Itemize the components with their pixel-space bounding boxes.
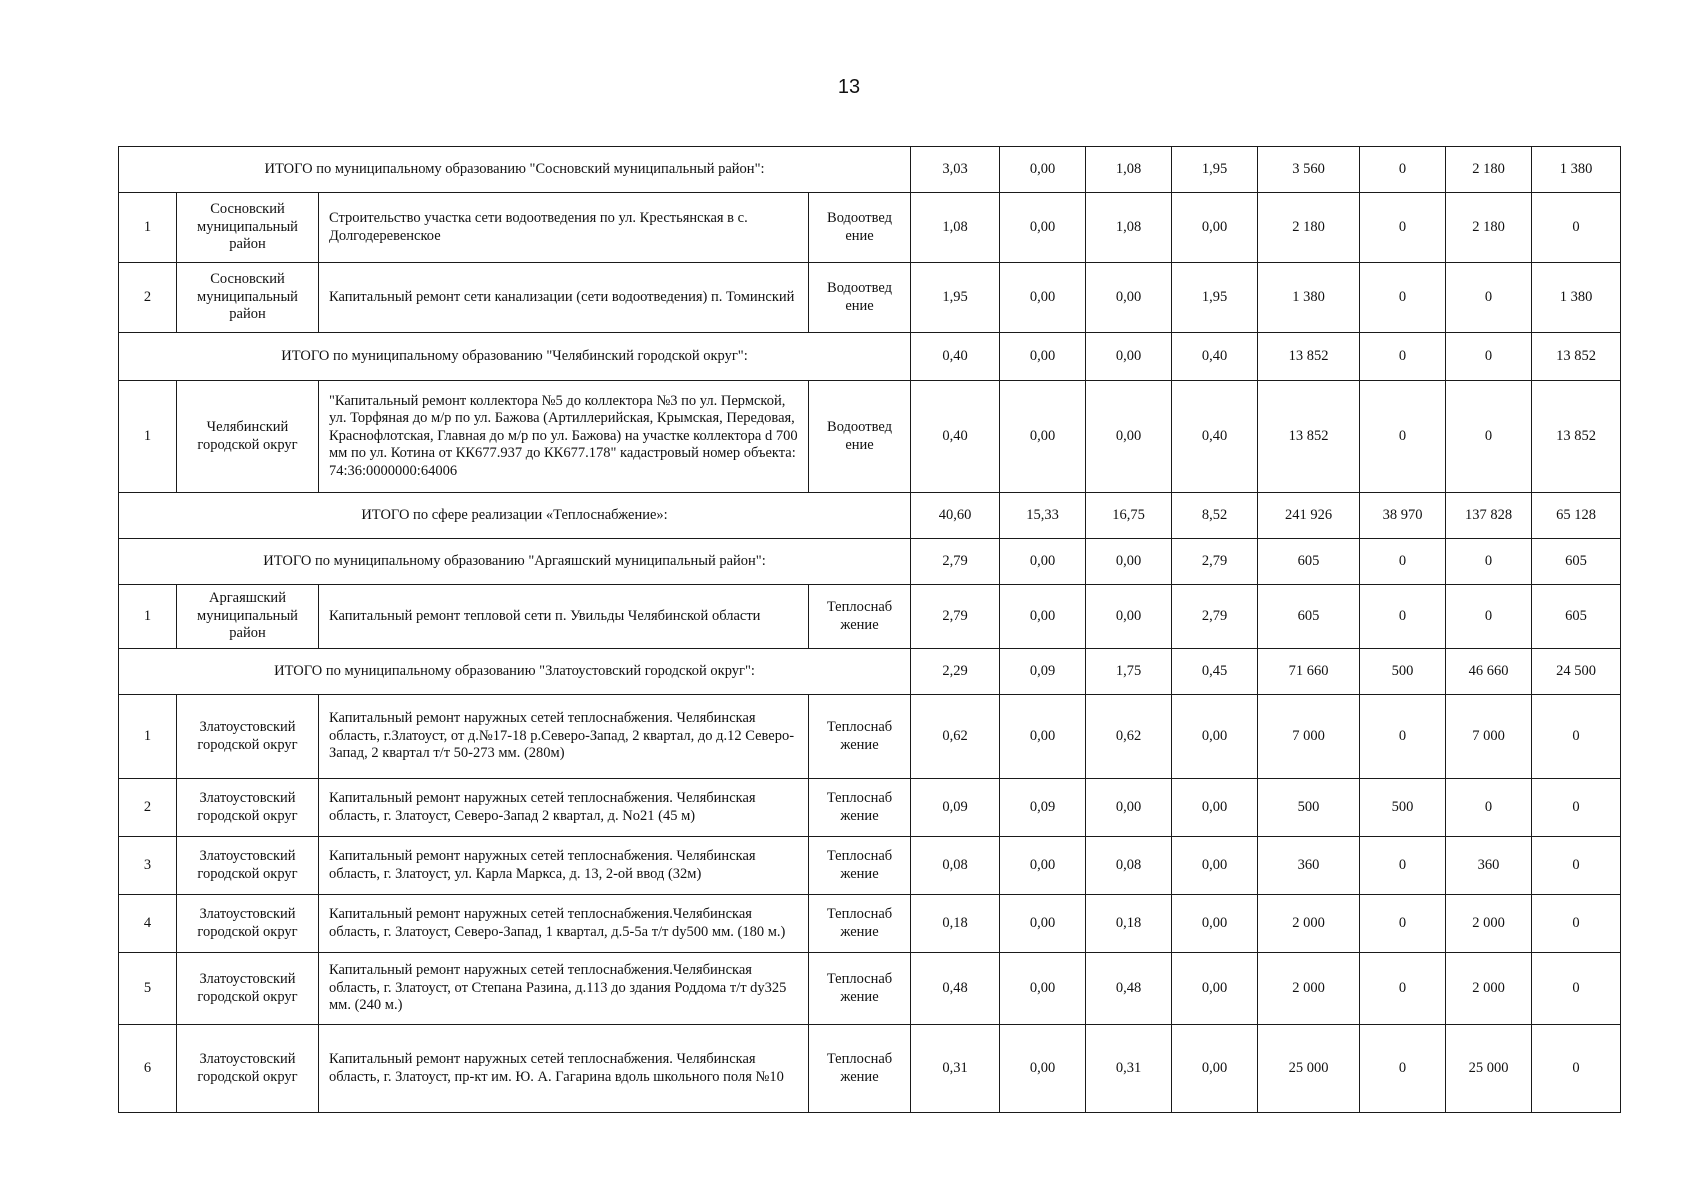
total-label: ИТОГО по сфере реализации «Теплоснабжение»: xyxy=(119,493,911,539)
municipality-cell: Златоустовский городской округ xyxy=(177,695,319,779)
cost-2024-cell: 0 xyxy=(1360,837,1446,895)
cost-total-cell: 71 660 xyxy=(1258,649,1360,695)
sphere-cell: Теплоснаб жение xyxy=(809,895,911,953)
length-2026-cell: 0,00 xyxy=(1172,895,1258,953)
length-2024-cell: 0,09 xyxy=(1000,649,1086,695)
row-number: 6 xyxy=(119,1025,177,1113)
row-number: 1 xyxy=(119,585,177,649)
cost-total-cell: 13 852 xyxy=(1258,333,1360,381)
length-2026-cell: 0,45 xyxy=(1172,649,1258,695)
length-2024-cell: 0,00 xyxy=(1000,381,1086,493)
cost-2024-cell: 0 xyxy=(1360,695,1446,779)
cost-total-cell: 605 xyxy=(1258,585,1360,649)
cost-2026-cell: 0 xyxy=(1532,895,1621,953)
cost-2026-cell: 0 xyxy=(1532,953,1621,1025)
description-cell: Капитальный ремонт тепловой сети п. Увильды Челябинской области xyxy=(319,585,809,649)
length-2025-cell: 0,00 xyxy=(1086,779,1172,837)
cost-2025-cell: 137 828 xyxy=(1446,493,1532,539)
cost-2024-cell: 0 xyxy=(1360,539,1446,585)
municipality-cell: Челябинский городской округ xyxy=(177,381,319,493)
length-total-cell: 0,40 xyxy=(911,381,1000,493)
length-2025-cell: 1,08 xyxy=(1086,193,1172,263)
length-2025-cell: 1,75 xyxy=(1086,649,1172,695)
length-2026-cell: 0,00 xyxy=(1172,837,1258,895)
total-row xyxy=(119,649,1621,695)
length-2026-cell: 0,00 xyxy=(1172,1025,1258,1113)
total-row xyxy=(119,493,1621,539)
cost-total-cell: 605 xyxy=(1258,539,1360,585)
cost-total-cell: 13 852 xyxy=(1258,381,1360,493)
sphere-cell: Теплоснаб жение xyxy=(809,837,911,895)
length-2025-cell: 0,00 xyxy=(1086,381,1172,493)
cost-2025-cell: 0 xyxy=(1446,585,1532,649)
description-cell: Капитальный ремонт наружных сетей теплоснабжения.Челябинская область, г. Златоуст, Северо-Запад, 1 квартал, д.5-5а т/т dy500 мм. (180 м.) xyxy=(319,895,809,953)
sphere-cell: Теплоснаб жение xyxy=(809,695,911,779)
cost-2024-cell: 500 xyxy=(1360,649,1446,695)
length-2024-cell: 0,00 xyxy=(1000,263,1086,333)
table-row xyxy=(119,779,1621,837)
cost-2025-cell: 25 000 xyxy=(1446,1025,1532,1113)
cost-2025-cell: 2 180 xyxy=(1446,147,1532,193)
cost-2024-cell: 0 xyxy=(1360,193,1446,263)
table-row xyxy=(119,837,1621,895)
length-2024-cell: 0,00 xyxy=(1000,539,1086,585)
municipality-cell: Златоустовский городской округ xyxy=(177,953,319,1025)
row-number: 2 xyxy=(119,779,177,837)
cost-2026-cell: 1 380 xyxy=(1532,263,1621,333)
length-total-cell: 0,48 xyxy=(911,953,1000,1025)
cost-total-cell: 2 180 xyxy=(1258,193,1360,263)
cost-total-cell: 360 xyxy=(1258,837,1360,895)
cost-2024-cell: 0 xyxy=(1360,381,1446,493)
length-total-cell: 1,08 xyxy=(911,193,1000,263)
length-total-cell: 0,09 xyxy=(911,779,1000,837)
length-2024-cell: 0,00 xyxy=(1000,333,1086,381)
length-total-cell: 2,79 xyxy=(911,585,1000,649)
length-total-cell: 0,31 xyxy=(911,1025,1000,1113)
total-label: ИТОГО по муниципальному образованию "Златоустовский городской округ": xyxy=(119,649,911,695)
length-total-cell: 0,18 xyxy=(911,895,1000,953)
description-cell: "Капитальный ремонт коллектора №5 до коллектора №3 по ул. Пермской, ул. Торфяная до м/р по ул. Бажова (Артиллерийская, Крымская, Передовая, Краснофлотская, Главная до м/р по ул. Бажова) на участке коллектора d 700 мм по ул. Котина от КК677.937 до КК677.178" кадастровый номер объекта: 74:36:0000000:64006 xyxy=(319,381,809,493)
cost-2025-cell: 0 xyxy=(1446,333,1532,381)
cost-2026-cell: 65 128 xyxy=(1532,493,1621,539)
cost-2025-cell: 2 000 xyxy=(1446,895,1532,953)
description-cell: Строительство участка сети водоотведения по ул. Крестьянская в с. Долгодеревенское xyxy=(319,193,809,263)
total-row xyxy=(119,539,1621,585)
cost-2024-cell: 0 xyxy=(1360,895,1446,953)
row-number: 1 xyxy=(119,695,177,779)
length-total-cell: 0,62 xyxy=(911,695,1000,779)
sphere-cell: Водоотвед ение xyxy=(809,193,911,263)
length-2025-cell: 1,08 xyxy=(1086,147,1172,193)
length-2025-cell: 0,48 xyxy=(1086,953,1172,1025)
cost-2026-cell: 0 xyxy=(1532,837,1621,895)
total-row xyxy=(119,333,1621,381)
length-total-cell: 0,08 xyxy=(911,837,1000,895)
length-2024-cell: 0,00 xyxy=(1000,193,1086,263)
length-2024-cell: 0,00 xyxy=(1000,1025,1086,1113)
description-cell: Капитальный ремонт наружных сетей теплоснабжения.Челябинская область, г. Златоуст, от Степана Разина, д.113 до здания Роддома т/т dy325 мм. (240 м.) xyxy=(319,953,809,1025)
length-2026-cell: 0,00 xyxy=(1172,953,1258,1025)
cost-2025-cell: 2 000 xyxy=(1446,953,1532,1025)
municipality-cell: Сосновский муниципальный район xyxy=(177,193,319,263)
cost-2025-cell: 2 180 xyxy=(1446,193,1532,263)
municipality-cell: Златоустовский городской округ xyxy=(177,837,319,895)
row-number: 2 xyxy=(119,263,177,333)
length-2026-cell: 8,52 xyxy=(1172,493,1258,539)
cost-total-cell: 1 380 xyxy=(1258,263,1360,333)
length-2026-cell: 2,79 xyxy=(1172,585,1258,649)
length-2024-cell: 15,33 xyxy=(1000,493,1086,539)
length-total-cell: 3,03 xyxy=(911,147,1000,193)
length-2026-cell: 2,79 xyxy=(1172,539,1258,585)
sphere-cell: Теплоснаб жение xyxy=(809,1025,911,1113)
length-total-cell: 1,95 xyxy=(911,263,1000,333)
cost-2024-cell: 0 xyxy=(1360,333,1446,381)
cost-2024-cell: 500 xyxy=(1360,779,1446,837)
page-number: 13 xyxy=(837,76,861,98)
total-label: ИТОГО по муниципальному образованию "Аргаяшский муниципальный район": xyxy=(119,539,911,585)
table-row xyxy=(119,1025,1621,1113)
cost-total-cell: 2 000 xyxy=(1258,895,1360,953)
cost-total-cell: 3 560 xyxy=(1258,147,1360,193)
sphere-cell: Теплоснаб жение xyxy=(809,953,911,1025)
municipality-cell: Златоустовский городской округ xyxy=(177,779,319,837)
investment-program-table xyxy=(118,146,1621,1113)
cost-total-cell: 500 xyxy=(1258,779,1360,837)
sphere-cell: Водоотвед ение xyxy=(809,263,911,333)
row-number: 5 xyxy=(119,953,177,1025)
cost-2024-cell: 0 xyxy=(1360,263,1446,333)
length-2025-cell: 0,00 xyxy=(1086,263,1172,333)
length-2025-cell: 0,31 xyxy=(1086,1025,1172,1113)
cost-2024-cell: 0 xyxy=(1360,953,1446,1025)
cost-total-cell: 25 000 xyxy=(1258,1025,1360,1113)
cost-2024-cell: 38 970 xyxy=(1360,493,1446,539)
municipality-cell: Златоустовский городской округ xyxy=(177,1025,319,1113)
length-2024-cell: 0,09 xyxy=(1000,779,1086,837)
table-row xyxy=(119,895,1621,953)
cost-2026-cell: 0 xyxy=(1532,193,1621,263)
cost-2025-cell: 360 xyxy=(1446,837,1532,895)
cost-2026-cell: 13 852 xyxy=(1532,333,1621,381)
municipality-cell: Златоустовский городской округ xyxy=(177,895,319,953)
sphere-cell: Водоотвед ение xyxy=(809,381,911,493)
cost-2026-cell: 1 380 xyxy=(1532,147,1621,193)
cost-2025-cell: 0 xyxy=(1446,381,1532,493)
length-2024-cell: 0,00 xyxy=(1000,837,1086,895)
length-2026-cell: 0,00 xyxy=(1172,695,1258,779)
table-row xyxy=(119,695,1621,779)
row-number: 3 xyxy=(119,837,177,895)
length-total-cell: 0,40 xyxy=(911,333,1000,381)
row-number: 1 xyxy=(119,381,177,493)
length-2024-cell: 0,00 xyxy=(1000,585,1086,649)
length-2025-cell: 0,00 xyxy=(1086,585,1172,649)
length-2026-cell: 0,40 xyxy=(1172,381,1258,493)
cost-2024-cell: 0 xyxy=(1360,1025,1446,1113)
length-2026-cell: 1,95 xyxy=(1172,147,1258,193)
municipality-cell: Аргаяшский муниципальный район xyxy=(177,585,319,649)
table-row xyxy=(119,193,1621,263)
row-number: 4 xyxy=(119,895,177,953)
length-2024-cell: 0,00 xyxy=(1000,895,1086,953)
table-row xyxy=(119,263,1621,333)
length-2025-cell: 0,62 xyxy=(1086,695,1172,779)
cost-2025-cell: 46 660 xyxy=(1446,649,1532,695)
cost-2026-cell: 0 xyxy=(1532,695,1621,779)
length-2025-cell: 16,75 xyxy=(1086,493,1172,539)
table-row xyxy=(119,381,1621,493)
total-label: ИТОГО по муниципальному образованию "Челябинский городской округ": xyxy=(119,333,911,381)
cost-2025-cell: 0 xyxy=(1446,539,1532,585)
length-2025-cell: 0,18 xyxy=(1086,895,1172,953)
length-2026-cell: 0,00 xyxy=(1172,193,1258,263)
length-total-cell: 2,79 xyxy=(911,539,1000,585)
length-2026-cell: 0,00 xyxy=(1172,779,1258,837)
total-row xyxy=(119,147,1621,193)
table-body xyxy=(119,147,1621,1113)
length-2026-cell: 0,40 xyxy=(1172,333,1258,381)
cost-2025-cell: 7 000 xyxy=(1446,695,1532,779)
cost-2026-cell: 0 xyxy=(1532,779,1621,837)
table-row xyxy=(119,585,1621,649)
length-2025-cell: 0,08 xyxy=(1086,837,1172,895)
cost-2025-cell: 0 xyxy=(1446,263,1532,333)
sphere-cell: Теплоснаб жение xyxy=(809,585,911,649)
row-number: 1 xyxy=(119,193,177,263)
sphere-cell: Теплоснаб жение xyxy=(809,779,911,837)
total-label: ИТОГО по муниципальному образованию "Сосновский муниципальный район": xyxy=(119,147,911,193)
cost-total-cell: 2 000 xyxy=(1258,953,1360,1025)
length-2025-cell: 0,00 xyxy=(1086,539,1172,585)
municipality-cell: Сосновский муниципальный район xyxy=(177,263,319,333)
cost-2026-cell: 605 xyxy=(1532,585,1621,649)
cost-2024-cell: 0 xyxy=(1360,147,1446,193)
length-2024-cell: 0,00 xyxy=(1000,695,1086,779)
description-cell: Капитальный ремонт сети канализации (сети водоотведения) п. Томинский xyxy=(319,263,809,333)
cost-total-cell: 7 000 xyxy=(1258,695,1360,779)
cost-total-cell: 241 926 xyxy=(1258,493,1360,539)
table-row xyxy=(119,953,1621,1025)
description-cell: Капитальный ремонт наружных сетей теплоснабжения. Челябинская область, г. Златоуст, пр-кт им. Ю. А. Гагарина вдоль школьного поля №10 xyxy=(319,1025,809,1113)
cost-2026-cell: 24 500 xyxy=(1532,649,1621,695)
cost-2026-cell: 605 xyxy=(1532,539,1621,585)
length-2024-cell: 0,00 xyxy=(1000,953,1086,1025)
cost-2026-cell: 13 852 xyxy=(1532,381,1621,493)
length-2026-cell: 1,95 xyxy=(1172,263,1258,333)
length-total-cell: 40,60 xyxy=(911,493,1000,539)
length-total-cell: 2,29 xyxy=(911,649,1000,695)
description-cell: Капитальный ремонт наружных сетей теплоснабжения. Челябинская область, г.Златоуст, от д.№17-18 р.Северо-Запад, 2 квартал, до д.12 Северо-Запад, 2 квартал т/т 50-273 мм. (280м) xyxy=(319,695,809,779)
cost-2026-cell: 0 xyxy=(1532,1025,1621,1113)
length-2025-cell: 0,00 xyxy=(1086,333,1172,381)
description-cell: Капитальный ремонт наружных сетей теплоснабжения. Челябинская область, г. Златоуст, ул. Карла Маркса, д. 13, 2-ой ввод (32м) xyxy=(319,837,809,895)
length-2024-cell: 0,00 xyxy=(1000,147,1086,193)
cost-2025-cell: 0 xyxy=(1446,779,1532,837)
cost-2024-cell: 0 xyxy=(1360,585,1446,649)
description-cell: Капитальный ремонт наружных сетей теплоснабжения. Челябинская область, г. Златоуст, Северо-Запад 2 квартал, д. No21 (45 м) xyxy=(319,779,809,837)
